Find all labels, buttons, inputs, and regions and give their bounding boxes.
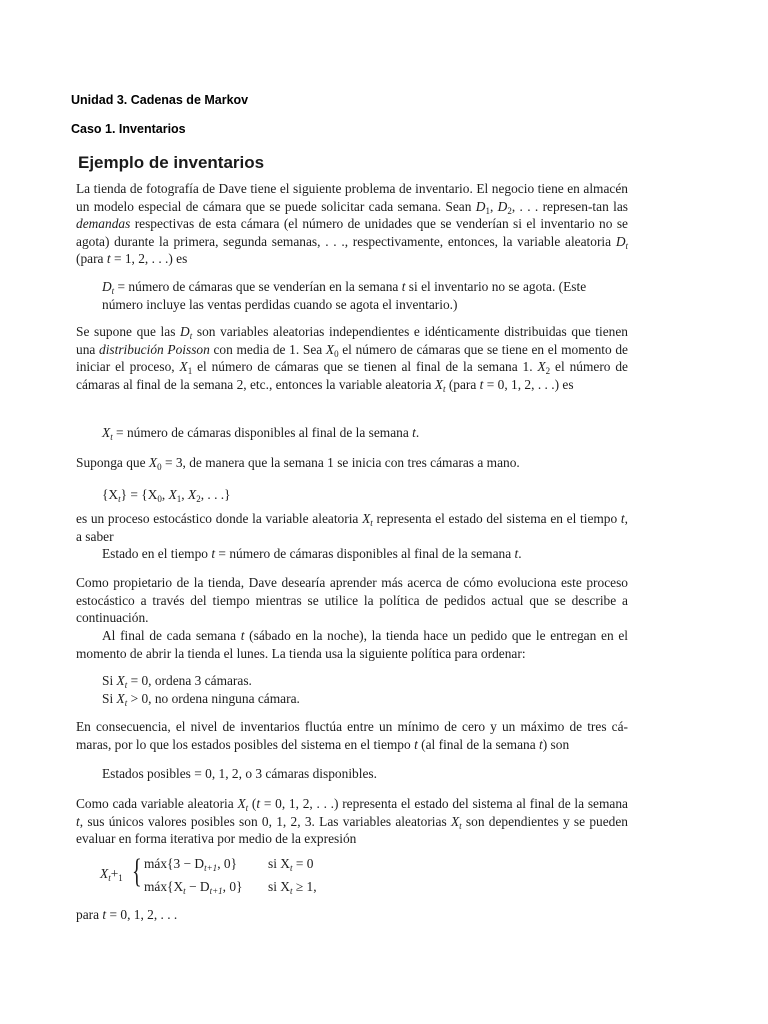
proceso-paragraph: es un proceso estocástico donde la variable aleatoria $X_t$ representa el estado del sistema en el tiempo t, a saber: [76, 511, 628, 544]
suponga-line: Suponga que $X_0 = 3$, de manera que la semana 1 se inicia con tres cámaras a mano.: [76, 455, 520, 472]
xt-definition: $X_t$ = número de cámaras disponibles al final de la semana t.: [102, 425, 420, 442]
cada-paragraph: Como cada variable aleatoria $X_t$ (t = 0, 1, 2, . . .) representa el estado del sistema al final de la semana t, sus únicos valores posibles son 0, 1, 2, 3. Las variables aleatorias $X_t$ son dependientes y se pueden evaluar en forma iterativa por medio de la expresión: [76, 796, 628, 847]
consecuencia-paragraph: En consecuencia, el nivel de inventarios fluctúa entre un mínimo de cero y un máximo de tres cá-maras, por lo que los estados posibles del sistema en el tiempo t (al final de la semana t) son: [76, 719, 628, 752]
case-heading: Caso 1. Inventarios: [71, 122, 186, 136]
process-set: $\{X_t\} = \{X_0$, $X_1$, $X_2$, . . .}: [102, 487, 231, 504]
dt-definition: $D_t$ = número de cámaras que se venderían en la semana t si el inventario no se agota. (Este número incluye las ventas perdidas cuando se agota el inventario.): [102, 279, 587, 312]
equation-case-2-condition: si $X_t \ge 1$,: [268, 879, 317, 896]
equation-lhs: $X_t+_1$: [100, 866, 123, 883]
unit-heading: Unidad 3. Cadenas de Markov: [71, 93, 249, 107]
estado-line: Estado en el tiempo t = número de cámaras disponibles al final de la semana t.: [102, 546, 522, 561]
policy-rule-2: Si $X_t > 0$, no ordena ninguna cámara.: [102, 691, 300, 708]
equation-case-1: máx{3 − $D_{t+1}$, 0}: [144, 856, 238, 873]
iid-paragraph: Se supone que las $D_t$ son variables aleatorias independientes e idénticamente distribuidas que tienen una distribución Poisson con media de 1. Sea $X_0$ el número de cámaras que se tiene en el momento de iniciar el proceso, $X_1$ el número de cámaras que se tienen al final de la semana 1. $X_2$ el número de cámaras al final de la semana 2, etc., entonces la variable aleatoria $X_t$ (para t = 0, 1, 2, . . .) es: [76, 324, 629, 394]
equation-case-2: $máx\{X_t - D_{t+1}$, 0}: [144, 879, 243, 896]
policy-rule-1: Si $X_t = 0$, ordena 3 cámaras.: [102, 673, 252, 690]
equation-case-1-condition: si $X_t = 0$: [268, 856, 314, 873]
estados-posibles: Estados posibles = 0, 1, 2, o 3 cámaras disponibles.: [102, 766, 377, 781]
para-line: para t = 0, 1, 2, . . .: [76, 907, 178, 922]
left-brace-icon: {: [132, 853, 142, 890]
propietario-paragraph: Como propietario de la tienda, Dave desearía aprender más acerca de cómo evoluciona este proceso estocástico a través del tiempo mientras se utilice la política de pedidos actual que se describe a continuación.: [76, 575, 628, 626]
intro-paragraph: La tienda de fotografía de Dave tiene el siguiente problema de inventario. El negocio tiene en almacén un modelo especial de cámara que se puede solicitar cada semana. Sean $D_1$, $D_2$, . . . represen-tan las demandas respectivas de esta cámara (el número de unidades que se venderían si el inventario no se agota) durante la primera, segunda semanas, . . ., respectivamente, entonces, la variable aleatoria $D_t$ (para t = 1, 2, . . .) es: [76, 181, 628, 267]
final-paragraph: Al final de cada semana t (sábado en la noche), la tienda hace un pedido que le entregan en el momento de abrir la tienda el lunes. La tienda usa la siguiente política para ordenar:: [76, 628, 629, 661]
section-title: Ejemplo de inventarios: [78, 153, 265, 172]
